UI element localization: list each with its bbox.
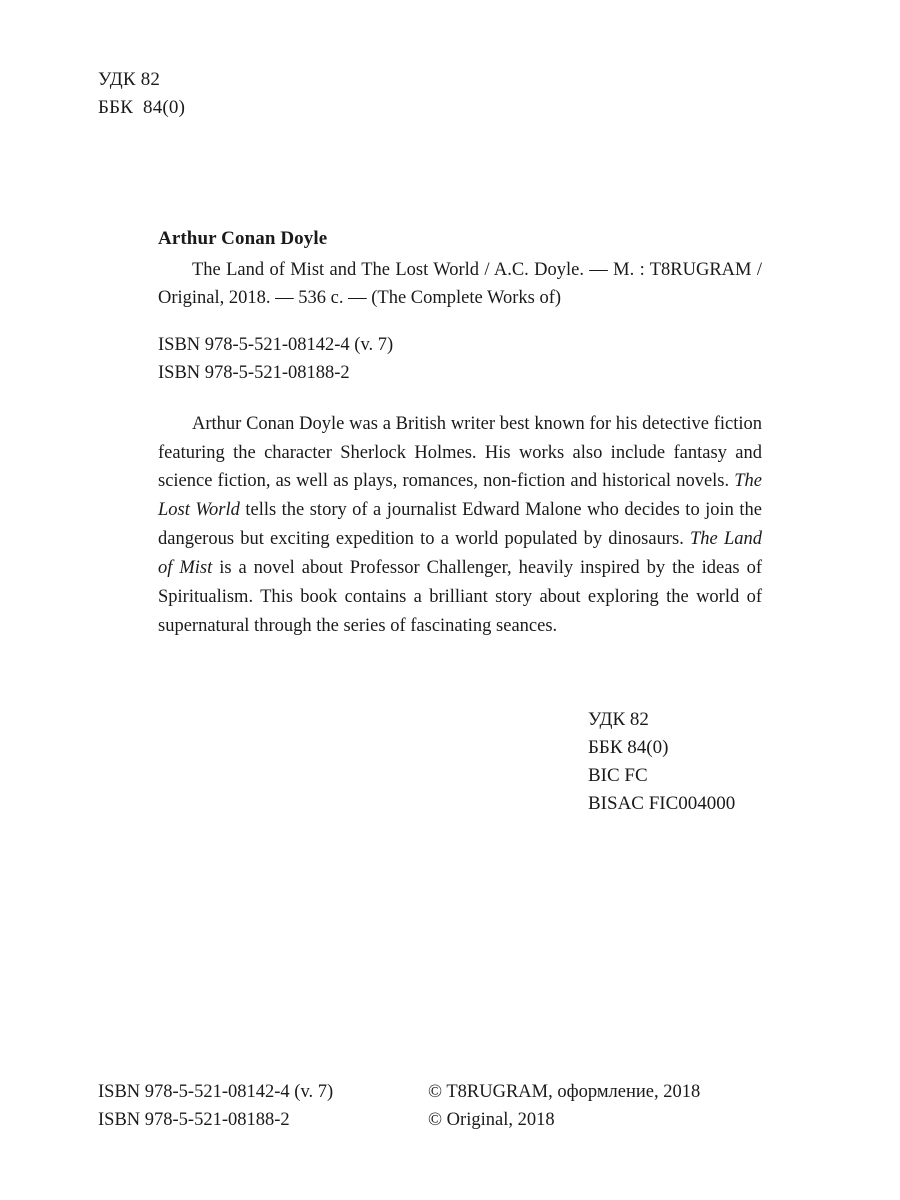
bbk-code: ББК 84(0) bbox=[588, 736, 669, 758]
title-imprint-part2: T8RUGRAM / Original, 2018. — 536 c. — (The Complete Works of) bbox=[158, 260, 762, 309]
udk-code-top: УДК 82 bbox=[98, 69, 161, 90]
isbn-volume: ISBN 978-5-521-08142-4 (v. 7) bbox=[158, 335, 394, 356]
footer-copyright-original: © Original, 2018 bbox=[428, 1110, 555, 1131]
top-classification-codes bbox=[98, 66, 185, 121]
footer-copyright-publisher: © T8RUGRAM, оформление, 2018 bbox=[428, 1082, 701, 1102]
book-annotation bbox=[158, 410, 762, 641]
footer-row-2 bbox=[98, 1106, 762, 1134]
page-footer bbox=[98, 1078, 762, 1134]
bisac-code: BISAC FIC004000 bbox=[588, 792, 736, 814]
isbn-group bbox=[158, 332, 762, 388]
bbk-code-top: ББК 84(0) bbox=[98, 96, 186, 118]
footer-row-1 bbox=[98, 1078, 762, 1106]
udk-code: УДК 82 bbox=[588, 709, 649, 730]
annotation-italic-title-1: The Lost World bbox=[158, 471, 762, 521]
classification-codes-block bbox=[588, 706, 735, 818]
cataloging-block bbox=[158, 228, 762, 641]
annotation-italic-title-2: The Land of Mist bbox=[158, 529, 762, 579]
isbn-series: ISBN 978-5-521-08188-2 bbox=[158, 362, 350, 383]
annotation-text-3: is a novel about Professor Challenger, heavily inspired by the ideas of Spiritualism. This book contains a brilliant story about exploring the world of supernatural through the series of fascinating seances. bbox=[158, 558, 763, 636]
annotation-text-1: Arthur Conan Doyle was a British writer best known for his detective fiction featuring the character Sherlock Holmes. His works also include fantasy and science fiction, as well as plays, romances, non-fiction and historical novels. bbox=[158, 413, 762, 492]
footer-isbn-volume: ISBN 978-5-521-08142-4 (v. 7) bbox=[98, 1082, 334, 1102]
footer-isbn-series: ISBN 978-5-521-08188-2 bbox=[98, 1110, 290, 1131]
bic-code: BIC FC bbox=[588, 764, 648, 786]
title-imprint-line bbox=[158, 256, 762, 312]
author-name: Arthur Conan Doyle bbox=[158, 228, 328, 249]
annotation-text-2: tells the story of a journalist Edward Malone who decides to join the dangerous but exciting expedition to a world populated by dinosaurs. bbox=[158, 500, 762, 550]
title-imprint-part1: The Land of Mist and The Lost World / A.C. Doyle. — M. : bbox=[192, 260, 645, 280]
